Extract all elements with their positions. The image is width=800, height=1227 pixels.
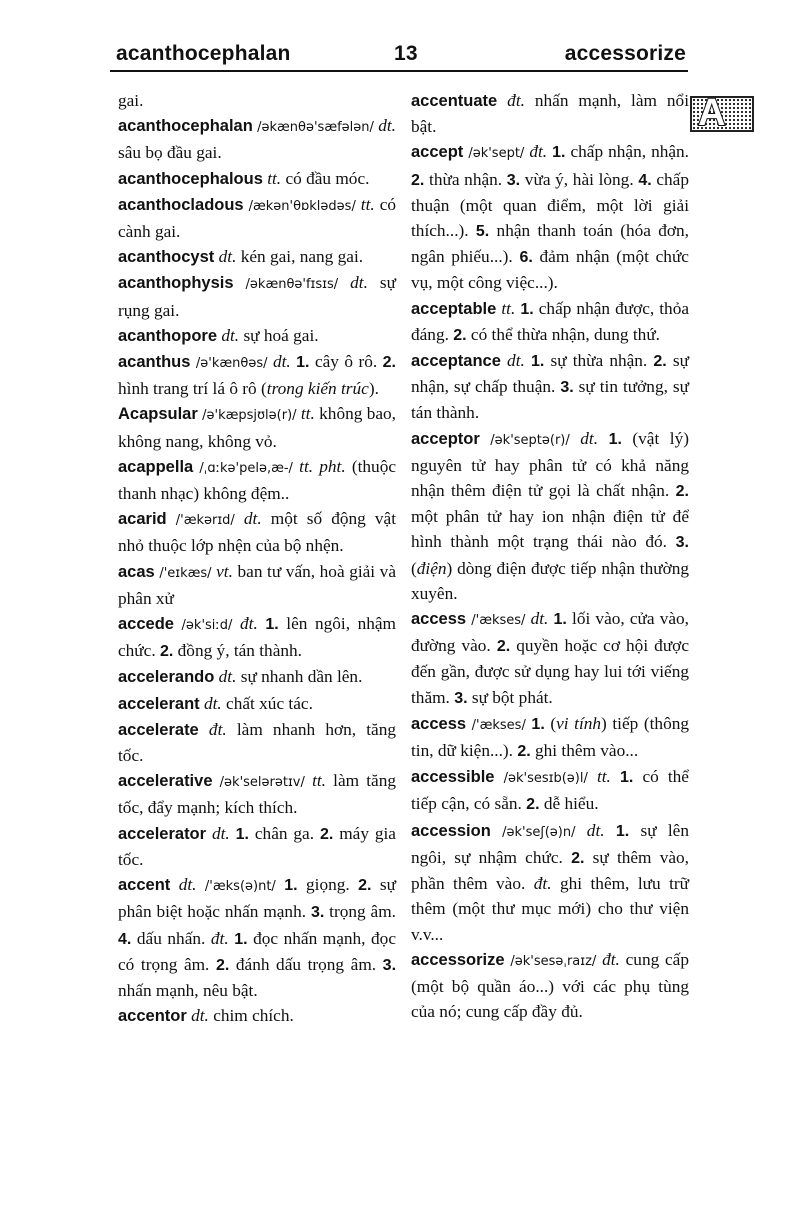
part-of-speech: dt.: [218, 667, 237, 687]
definition-text: sự lên ngôi, sự nhậm chức.: [411, 820, 689, 867]
part-of-speech: đt.: [529, 142, 548, 162]
dictionary-entry: [118, 113, 396, 165]
sense-number: 2.: [382, 354, 396, 372]
definition-text: chấp nhận được, thỏa đáng.: [411, 298, 690, 344]
headword: accession: [411, 821, 491, 840]
part-of-speech: dt.: [530, 609, 549, 629]
headword: Acapsular: [118, 405, 198, 424]
italic-note: điện: [416, 558, 447, 578]
pronunciation: /əkænθə'fɪsɪs/: [245, 277, 339, 293]
pronunciation: /ək'seʃ(ə)n/: [502, 824, 576, 840]
part-of-speech: tt.: [501, 298, 516, 318]
definition-text: chân ga.: [248, 823, 320, 843]
definition-text: giọng.: [297, 875, 359, 895]
pronunciation: /ək'sesɪb(ə)l/: [503, 771, 588, 787]
definition-text: sự thừa nhận.: [544, 351, 654, 371]
definition-text: sự nhanh dần lên.: [236, 667, 363, 687]
definition-text: hình trang trí lá ô rô (: [118, 379, 267, 399]
definition-text: cây ô rô.: [309, 352, 383, 372]
right-guide-word: accessorize: [564, 42, 686, 65]
sense-number: 2.: [675, 483, 689, 501]
headword: acceptor: [411, 429, 480, 448]
definition-text: [234, 273, 246, 292]
definition-text: dấu nhấn.: [131, 928, 211, 948]
definition-text: cung cấp (một bộ quần áo...) với các phụ tùng của nó; cung cấp đầy đủ.: [411, 949, 689, 1022]
part-of-speech: dt.: [218, 247, 237, 267]
definition-text: sự nhận, sự chấp thuận.: [411, 351, 689, 397]
dictionary-entry: [411, 139, 689, 295]
sense-number: 4.: [638, 171, 652, 189]
definition-text: (: [411, 558, 417, 578]
headword: accelerator: [118, 824, 207, 843]
definition-text: ban tư vấn, hoà giải và phân xử: [118, 561, 396, 608]
headword: accelerant: [118, 694, 200, 713]
pronunciation: /ək'sept/: [468, 146, 525, 162]
definition-text: làm nhanh hơn, tăng tốc.: [118, 719, 396, 766]
part-of-speech: dt.: [580, 428, 599, 448]
headword: acceptance: [411, 352, 501, 371]
dictionary-entry: [411, 296, 689, 348]
headword: access: [411, 714, 467, 733]
definition-text: [570, 429, 581, 448]
dictionary-entry: [411, 764, 689, 817]
headword: acanthocephalous: [118, 169, 263, 188]
definition-text: [605, 821, 616, 840]
headword: accelerate: [118, 720, 199, 739]
headword: acanthocyst: [118, 248, 215, 267]
dictionary-entry: [118, 192, 396, 244]
headword: accessible: [411, 768, 495, 787]
definition-text: [588, 767, 597, 786]
dictionary-entry: [118, 270, 396, 322]
dictionary-entry: [411, 426, 689, 606]
definition-text: một phân tử hay ion nhận điện tử để hình thành một trạng thái nào đó.: [411, 507, 689, 552]
definition-text: chấp nhận, nhận.: [565, 142, 689, 162]
part-of-speech: tt.: [300, 404, 315, 424]
dictionary-entry: [118, 821, 396, 872]
definition-text: sự bột phát.: [467, 687, 553, 707]
definition-text: [576, 821, 587, 840]
definition-text: ghi thêm, lưu trữ thêm (một thư mục mới) cho thư viện v.v...: [411, 874, 689, 944]
dictionary-entry: [118, 717, 396, 768]
definition-text: [611, 767, 620, 786]
definition-text: [497, 91, 507, 110]
part-of-speech: dt.: [507, 351, 525, 371]
left-guide-word: acanthocephalan: [116, 42, 291, 65]
dictionary-entry: [411, 711, 689, 764]
definition-text: [491, 821, 502, 840]
definition-text: [213, 771, 220, 790]
part-of-speech: tt.: [312, 771, 326, 791]
definition-text: không bao, không nang, không vỏ.: [118, 404, 396, 451]
part-of-speech: dt.: [586, 820, 605, 840]
left-column: [118, 88, 396, 1029]
pronunciation: /ə'kænθəs/: [195, 356, 268, 372]
part-of-speech: dt.: [178, 875, 197, 895]
dictionary-entry: [118, 454, 396, 506]
sense-number: 1.: [620, 769, 634, 787]
dictionary-entry: [118, 664, 396, 690]
definition-text: ).: [368, 379, 379, 399]
pronunciation: /'ækərɪd/: [175, 513, 235, 529]
definition-text: đọc nhấn mạnh, đọc có trọng âm.: [118, 928, 396, 974]
definition-text: kén gai, nang gai.: [236, 247, 364, 267]
definition-text: ) tiếp (thông tin, dữ kiện...).: [411, 713, 689, 761]
sense-number: 2.: [571, 849, 585, 867]
definition-text: máy gia tốc.: [118, 823, 396, 869]
definition-text: nhận thanh toán (hóa đơn, ngân phiếu...).: [411, 221, 689, 267]
italic-note: vi tính: [556, 713, 602, 733]
definition-text: [170, 875, 178, 894]
sense-number: 1.: [265, 616, 279, 634]
pronunciation: /'æks(ə)nt/: [204, 879, 276, 895]
part-of-speech: đt.: [240, 614, 258, 634]
sense-number: 2.: [517, 743, 531, 761]
definition-text: làm tăng tốc, đẩy mạnh; kích thích.: [118, 771, 396, 818]
dictionary-entry: [118, 323, 396, 349]
headword: acas: [118, 562, 155, 581]
part-of-speech: dt.: [191, 1006, 209, 1026]
sense-number: 3.: [382, 956, 397, 974]
dictionary-entry: [411, 348, 689, 426]
definition-text: chấp thuận (một quan điểm, một lời giải thích...).: [411, 169, 689, 241]
part-of-speech: tt.: [360, 194, 375, 214]
italic-note: trong kiến trúc: [266, 379, 369, 399]
dictionary-entry: [118, 872, 396, 1003]
part-of-speech: dt.: [243, 509, 262, 529]
definition-text: [235, 509, 244, 528]
definition-text: [598, 429, 609, 448]
pronunciation: /'ækses/: [471, 613, 526, 629]
right-column: [411, 88, 689, 1024]
sense-number: 1.: [531, 715, 545, 733]
definition-text: [174, 614, 182, 633]
headword: access: [411, 610, 467, 629]
sense-number: 2.: [319, 825, 334, 843]
definition-text: (vật lý) nguyên tử hay phân tử có khả năng nhận thêm điện tử gọi là chất nhận.: [411, 428, 689, 501]
thumb-index-letter: A: [698, 92, 726, 134]
part-of-speech: dt.: [272, 352, 291, 372]
sense-number: 2.: [411, 171, 425, 189]
definition-text: có cành gai.: [118, 194, 397, 242]
definition-text: lên ngôi, nhậm chức.: [118, 614, 396, 661]
definition-text: sự tin tưởng, sự tán thành.: [411, 377, 689, 423]
sense-number: 3.: [560, 379, 574, 397]
sense-number: 1.: [234, 930, 248, 948]
page-number: 13: [394, 42, 418, 65]
dictionary-entry: [118, 506, 396, 558]
definition-text: (thuộc thanh nhạc) không đệm..: [118, 456, 397, 504]
dictionary-entry: [118, 611, 396, 664]
running-header: [110, 38, 688, 72]
sense-number: 2.: [526, 796, 540, 814]
dictionary-entry: [118, 768, 396, 820]
part-of-speech: đt.: [208, 719, 227, 739]
definition-text: [338, 273, 350, 292]
dictionary-entry: [411, 818, 689, 947]
thumb-index-tab: [690, 92, 754, 134]
definition-text: thừa nhận.: [424, 169, 507, 189]
part-of-speech: dt.: [211, 823, 230, 843]
dictionary-entry: [118, 559, 396, 611]
sense-number: 5.: [475, 223, 490, 241]
dictionary-entry: [411, 88, 689, 139]
definition-text: sự thêm vào, phần thêm vào.: [411, 847, 689, 894]
pronunciation: /əkænθə'sæfələn/: [257, 120, 374, 136]
sense-number: 1.: [553, 611, 567, 629]
headword: acanthopore: [118, 326, 218, 345]
definition-text: vừa ý, hài lòng.: [520, 169, 639, 189]
part-of-speech: vt.: [216, 561, 233, 581]
sense-number: 2.: [496, 638, 511, 656]
sense-number: 1.: [235, 825, 249, 843]
definition-text: đánh dấu trọng âm.: [229, 954, 383, 974]
definition-text: [196, 875, 204, 894]
pronunciation: /'eɪkæs/: [159, 565, 212, 581]
definition-text: [305, 771, 312, 790]
headword: acappella: [118, 457, 194, 476]
definition-text: nhấn mạnh, nêu bật.: [118, 980, 258, 1000]
pronunciation: /'ækses/: [471, 717, 526, 733]
headword: accentuate: [411, 92, 498, 110]
dictionary-entry: [118, 349, 396, 401]
pronunciation: /ˌɑːkə'pelə,æ-/: [199, 460, 293, 476]
definition-text: [232, 614, 240, 633]
definition-text: quyền hoặc cơ hội được đến gần, được sử dụng hay lui tới viếng thăm.: [411, 636, 689, 707]
definition-text: gai.: [118, 91, 144, 110]
headword: accede: [118, 615, 174, 634]
sense-number: 3.: [506, 171, 521, 189]
part-of-speech: dt.: [378, 116, 396, 136]
pronunciation: /ək'siːd/: [181, 618, 233, 634]
headword: accept: [411, 143, 464, 162]
sense-number: 6.: [519, 249, 533, 267]
sense-number: 1.: [296, 354, 310, 372]
pronunciation: /ækən'θɒklədəs/: [248, 198, 356, 214]
sense-number: 2.: [215, 956, 230, 974]
headword: acanthocephalan: [118, 117, 253, 136]
sense-number: 3.: [675, 534, 689, 552]
part-of-speech: đt.: [507, 91, 525, 110]
definition-text: sự phân biệt hoặc nhấn mạnh.: [118, 875, 397, 922]
dictionary-entry: [118, 1003, 396, 1029]
sense-number: 1.: [615, 822, 630, 840]
part-of-speech: tt.: [267, 168, 282, 188]
definition-text: [167, 509, 176, 528]
definition-text: sâu bọ đầu gai.: [118, 143, 222, 163]
definition-text: lối vào, cửa vào, đường vào.: [411, 609, 690, 656]
dictionary-entry: [118, 401, 396, 453]
headword: accentor: [118, 1007, 187, 1026]
part-of-speech: đt.: [602, 949, 620, 969]
part-of-speech: đt.: [533, 874, 552, 894]
sense-number: 4.: [118, 930, 132, 948]
definition-text: đảm nhận (một chức vụ, một công việc...).: [411, 247, 689, 293]
definition-text: ) dòng điện được tiếp nhận thường xuyên.: [411, 558, 689, 603]
dictionary-entry: [411, 947, 689, 1025]
part-of-speech: tt.: [596, 767, 611, 787]
part-of-speech: dt.: [350, 273, 368, 293]
definition-text: [480, 429, 491, 448]
definition-text: chim chích.: [208, 1006, 294, 1026]
definition-text: ghi thêm vào...: [530, 741, 639, 761]
definition-text: (: [544, 713, 557, 733]
sense-number: 1.: [608, 430, 622, 448]
pronunciation: /ək'selərətɪv/: [219, 775, 305, 791]
definition-text: nhấn mạnh, làm nổi bật.: [411, 91, 689, 137]
dictionary-entry: [118, 244, 396, 270]
sense-number: 3.: [454, 689, 468, 707]
sense-number: 2.: [653, 353, 667, 371]
pronunciation: /ək'septə(r)/: [490, 432, 570, 448]
pronunciation: /ə'kæpsjʊlə(r)/: [202, 408, 297, 424]
headword: accelerando: [118, 668, 215, 687]
definition-text: sự rụng gai.: [118, 273, 397, 320]
definition-text: có đầu móc.: [281, 168, 370, 188]
definition-text: [276, 875, 284, 894]
definition-text: trọng âm.: [324, 902, 396, 922]
definition-text: [494, 767, 503, 786]
part-of-speech: tt. pht.: [299, 456, 346, 476]
sense-number: 3.: [310, 904, 325, 922]
sense-number: 2.: [453, 326, 467, 344]
headword: acceptable: [411, 299, 497, 318]
part-of-speech: dt.: [203, 693, 222, 713]
headword: acanthophysis: [118, 274, 234, 293]
definition-text: dễ hiểu.: [539, 794, 599, 814]
sense-number: 2.: [358, 877, 372, 895]
definition-text: có thể tiếp cận, có sẵn.: [411, 767, 689, 814]
sense-number: 1.: [552, 144, 566, 162]
definition-text: có thể thừa nhận, dung thứ.: [466, 324, 661, 344]
headword: acanthocladous: [118, 195, 244, 214]
dictionary-entry: [118, 691, 396, 717]
definition-text: một số động vật nhỏ thuộc lớp nhện của bộ nhện.: [118, 509, 396, 556]
pronunciation: /ək'sesəˌraɪz/: [510, 953, 597, 969]
dictionary-entry: [118, 166, 396, 192]
sense-number: 1.: [284, 877, 298, 895]
sense-number: 1.: [520, 300, 534, 318]
part-of-speech: đt.: [210, 928, 229, 948]
headword: acarid: [118, 510, 167, 529]
headword: accessorize: [411, 950, 505, 969]
sense-number: 1.: [530, 353, 545, 371]
dictionary-entry: [411, 606, 689, 711]
definition-text: chất xúc tác.: [221, 693, 313, 713]
headword: acanthus: [118, 353, 191, 372]
dictionary-entry: [118, 88, 396, 113]
headword: accelerative: [118, 772, 213, 791]
definition-text: sự hoá gai.: [239, 325, 319, 345]
definition-text: [199, 720, 209, 739]
headword: accent: [118, 876, 171, 895]
sense-number: 2.: [160, 643, 174, 661]
definition-text: đồng ý, tán thành.: [173, 641, 302, 661]
part-of-speech: dt.: [221, 325, 240, 345]
